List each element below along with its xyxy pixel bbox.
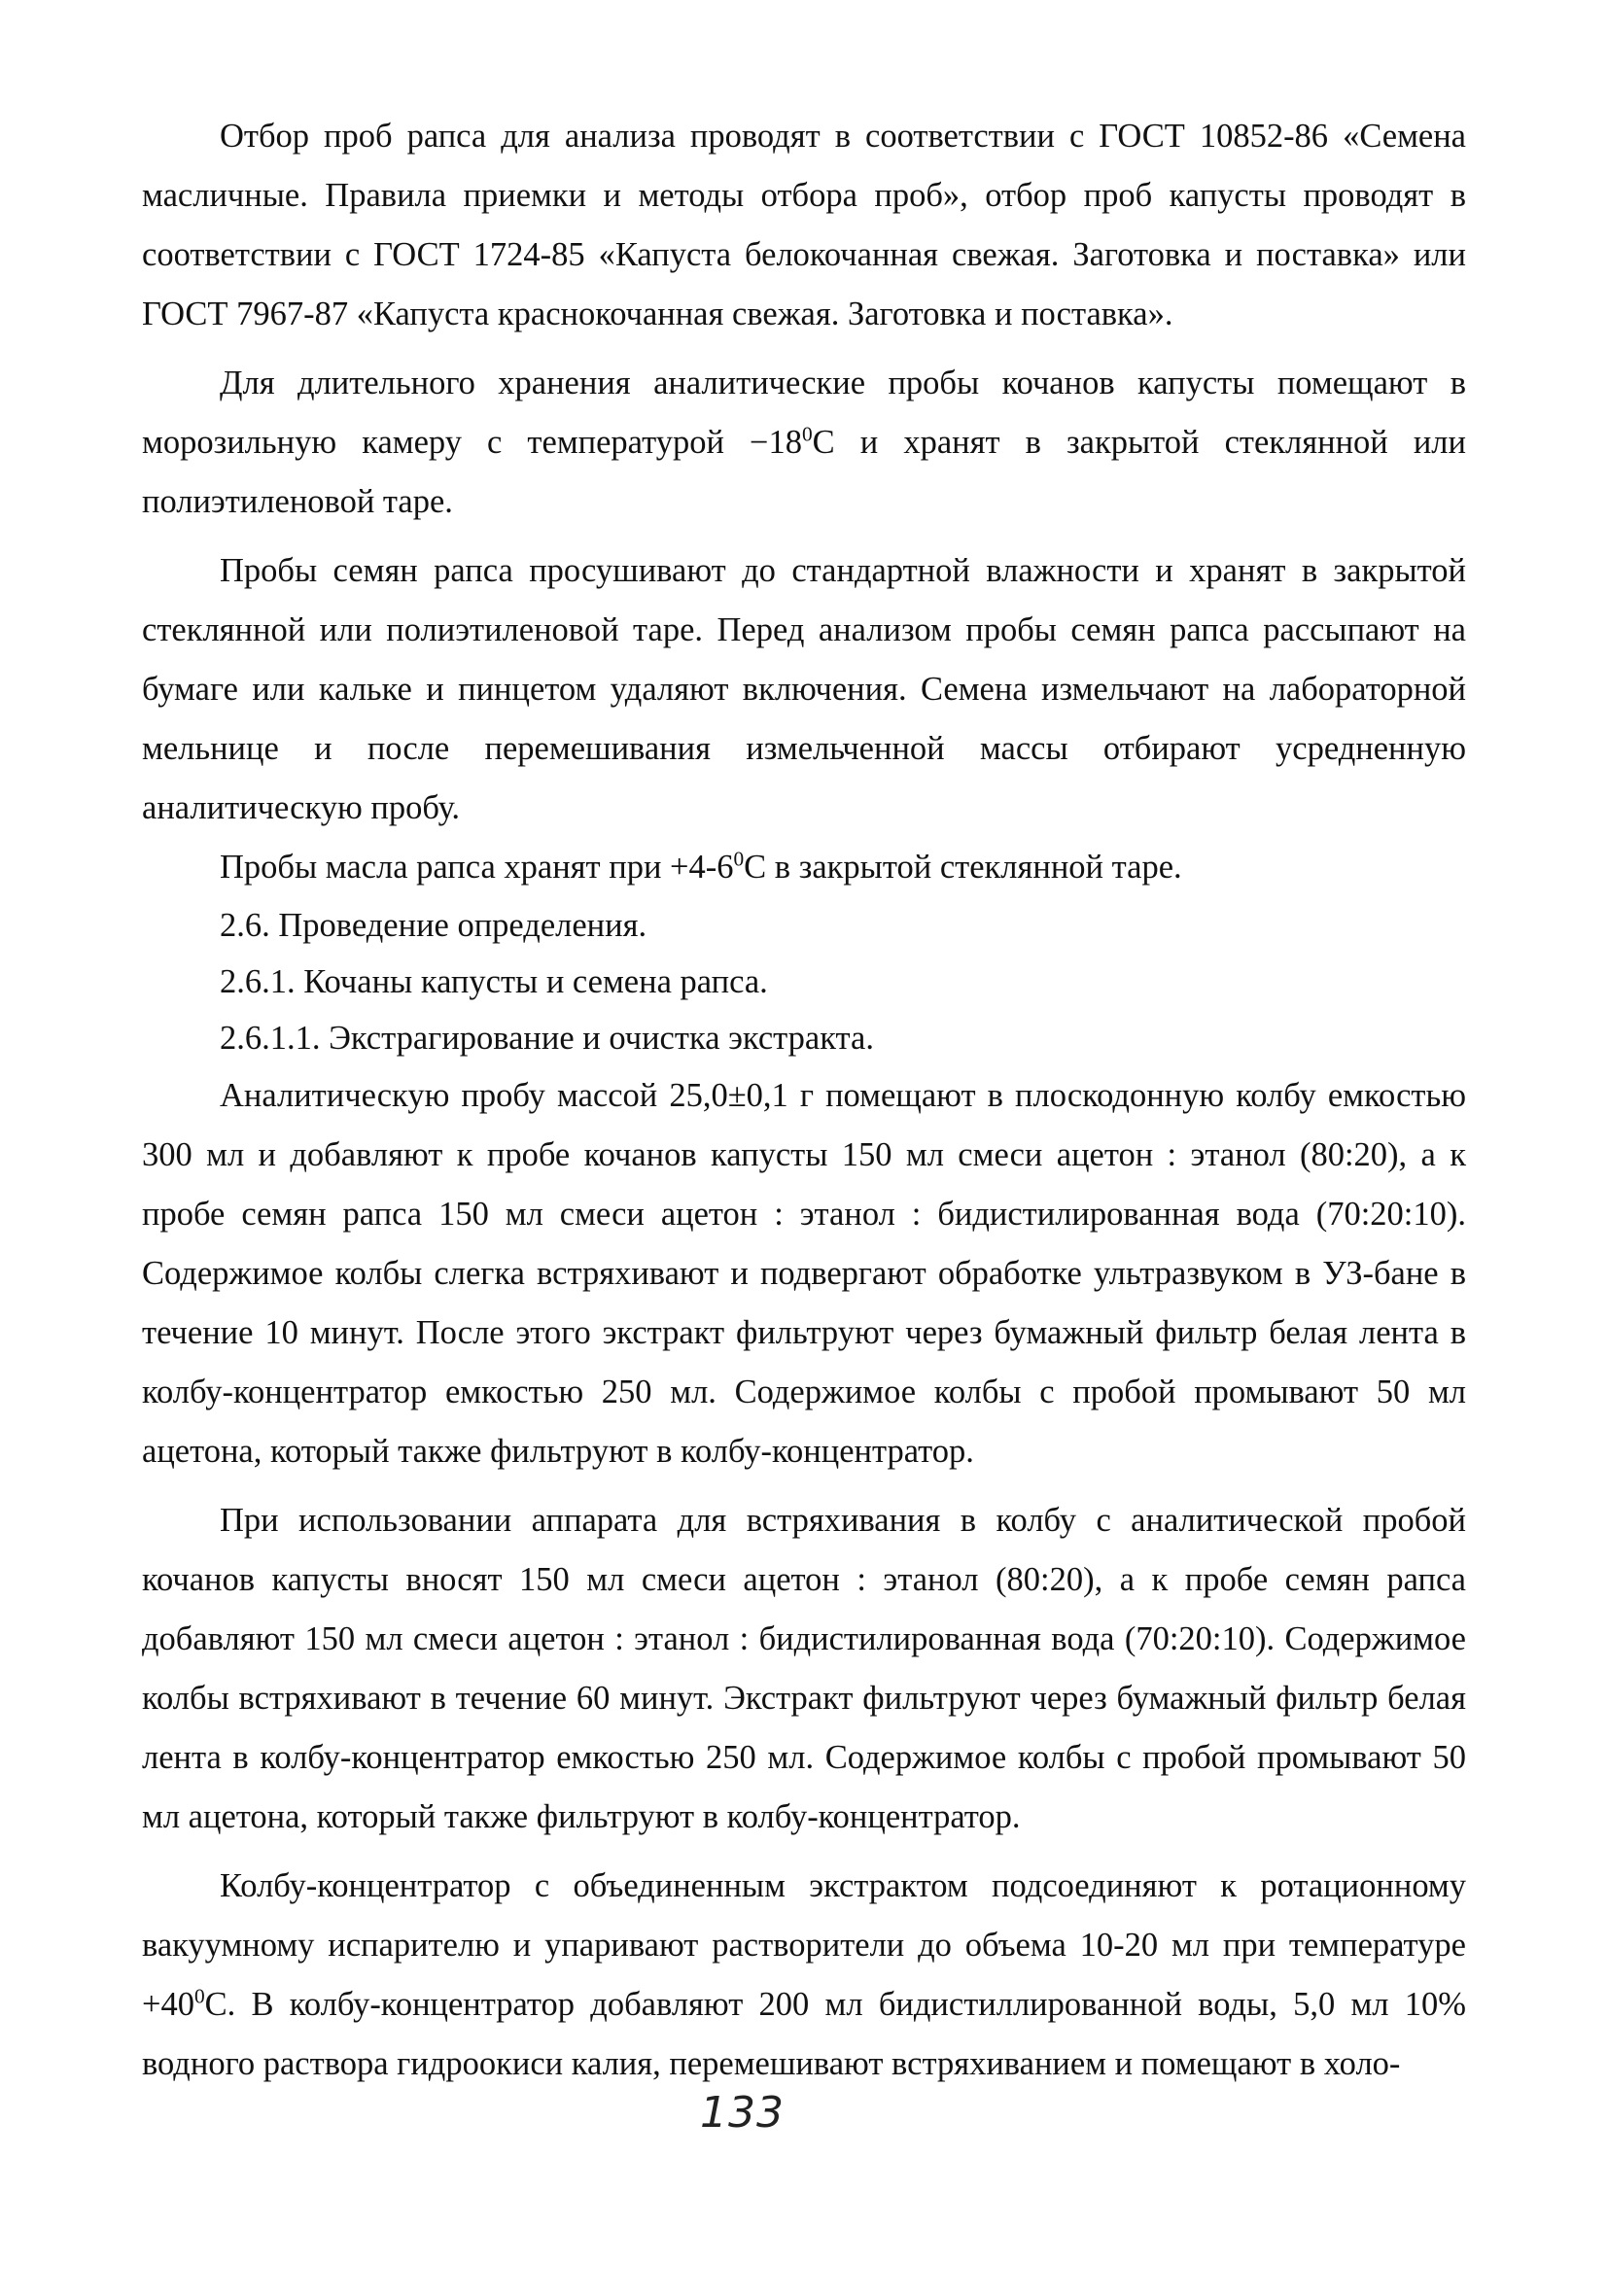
paragraph-text: Пробы масла рапса хранят при +4-6	[220, 849, 734, 886]
superscript-degree: 0	[733, 847, 745, 871]
section-heading-2-6: 2.6. Проведение определения.	[220, 907, 647, 944]
paragraph-text: Для длительного хранения аналитические пробы кочанов капусты помещают в морозильную камеру с температурой −18	[142, 365, 1466, 461]
superscript-degree: 0	[193, 1984, 205, 2008]
paragraph-text: С. В колбу-концентратор добавляют 200 мл бидистиллированной воды, 5,0 мл 10% водного раствора гидроокиси калия, перемешивают встряхиванием и помещают в холо-	[142, 1986, 1466, 2082]
paragraph-text: С в закрытой стеклянной таре.	[744, 849, 1182, 886]
paragraph-text: С и хранят в закрытой стеклянной или полиэтиленовой таре.	[142, 424, 1466, 520]
document-page	[142, 107, 1466, 2094]
paragraph-cabbage-storage	[142, 354, 1466, 532]
paragraph-sampling-standards: Отбор проб рапса для анализа проводят в соответствии с ГОСТ 10852-86 «Семена масличные. Правила приемки и методы отбора проб», отбор проб капусты проводят в соответствии с ГОСТ 1724-85 «Капуста белокочанная свежая. Заготовка и поставка» или ГОСТ 7967-87 «Капуста краснокочанная свежая. Заготовка и поставка».	[142, 118, 1466, 332]
page-number: 133	[700, 2088, 785, 2138]
paragraph-concentration	[142, 1857, 1466, 2094]
section-heading-2-6-1-1: 2.6.1.1. Экстрагирование и очистка экстракта.	[220, 1020, 874, 1057]
paragraph-shaker-extraction: При использовании аппарата для встряхивания в колбу с аналитической пробой кочанов капусты вносят 150 мл смеси ацетон : этанол (80:20), а к пробе семян рапса добавляют 150 мл смеси ацетон : этанол : бидистилированная вода (70:20:10). Содержимое колбы встряхивают в течение 60 минут. Экстракт фильтруют через бумажный фильтр белая лента в колбу-концентратор емкостью 250 мл. Содержимое колбы с пробой промывают 50 мл ацетона, который также фильтруют в колбу-концентратор.	[142, 1502, 1466, 1835]
paragraph-seed-preparation: Пробы семян рапса просушивают до стандартной влажности и хранят в закрытой стеклянной или полиэтиленовой таре. Перед анализом пробы семян рапса рассыпают на бумаге или кальке и пинцетом удаляют включения. Семена измельчают на лабораторной мельнице и после перемешивания измельченной массы отбирают усредненную аналитическую пробу.	[142, 552, 1466, 826]
paragraph-oil-storage	[142, 838, 1466, 897]
superscript-degree: 0	[801, 422, 813, 446]
paragraph-text: Колбу-концентратор с объединенным экстрактом подсоединяют к ротационному вакуумному испарителю и упаривают растворители до объема 10-20 мл при температуре +40	[142, 1867, 1466, 2023]
section-heading-2-6-1: 2.6.1. Кочаны капусты и семена рапса.	[220, 963, 768, 1000]
paragraph-extraction: Аналитическую пробу массой 25,0±0,1 г помещают в плоскодонную колбу емкостью 300 мл и добавляют к пробе кочанов капусты 150 мл смеси ацетон : этанол (80:20), а к пробе семян рапса 150 мл смеси ацетон : этанол : бидистилированная вода (70:20:10). Содержимое колбы слегка встряхивают и подвергают обработке ультразвуком в УЗ-бане в течение 10 минут. После этого экстракт фильтруют через бумажный фильтр белая лента в колбу-концентратор емкостью 250 мл. Содержимое колбы с пробой промывают 50 мл ацетона, который также фильтруют в колбу-концентратор.	[142, 1077, 1466, 1470]
